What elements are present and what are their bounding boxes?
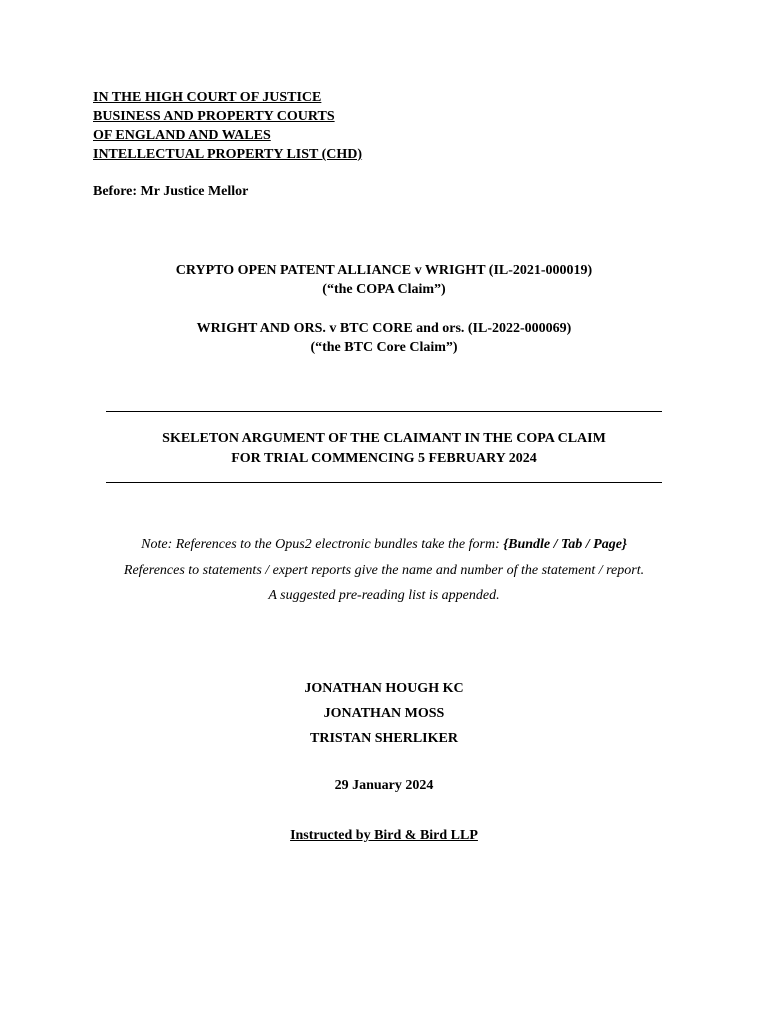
court-heading: [93, 88, 362, 164]
document-title: [0, 429, 768, 469]
divider-bottom: [106, 482, 662, 483]
instructed-by-text: Instructed by Bird & Bird LLP: [290, 828, 478, 843]
btc-claim-title: WRIGHT AND ORS. v BTC CORE and ors. (IL-2022-000069): [196, 321, 572, 336]
counsel-name: JONATHAN HOUGH KC: [304, 681, 464, 696]
document-title-line-2: FOR TRIAL COMMENCING 5 FEBRUARY 2024: [231, 451, 537, 466]
btc-claim-block: [0, 319, 768, 357]
copa-claim-title: CRYPTO OPEN PATENT ALLIANCE v WRIGHT (IL-2021-000019): [175, 263, 593, 278]
btc-claim-short: (“the BTC Core Claim”): [310, 340, 458, 355]
court-line-2: BUSINESS AND PROPERTY COURTS: [93, 109, 335, 124]
note-line-1: [0, 532, 768, 558]
court-line-1: IN THE HIGH COURT OF JUSTICE: [93, 90, 322, 105]
reference-note: [0, 532, 768, 609]
note-line-3: A suggested pre-reading list is appended.: [268, 588, 500, 603]
copa-claim-short: (“the COPA Claim”): [322, 282, 446, 297]
document-title-line-1: SKELETON ARGUMENT OF THE CLAIMANT IN THE COPA CLAIM: [162, 431, 606, 446]
instructing-solicitors: [0, 826, 768, 845]
counsel-name: TRISTAN SHERLIKER: [310, 731, 458, 746]
counsel-name: JONATHAN MOSS: [323, 706, 445, 721]
note-line-2: References to statements / expert reports give the name and number of the statement / report.: [123, 562, 645, 578]
bundle-form: {Bundle / Tab / Page}: [503, 537, 627, 552]
counsel-list: [0, 676, 768, 751]
court-line-3: OF ENGLAND AND WALES: [93, 128, 271, 143]
copa-claim-block: [0, 261, 768, 299]
judge-line: Before: Mr Justice Mellor: [93, 184, 249, 199]
document-date: 29 January 2024: [334, 778, 434, 793]
divider-top: [106, 411, 662, 412]
court-line-4: INTELLECTUAL PROPERTY LIST (CHD): [93, 147, 363, 162]
note-line-1-text: Note: References to the Opus2 electronic bundles take the form:: [141, 537, 504, 552]
